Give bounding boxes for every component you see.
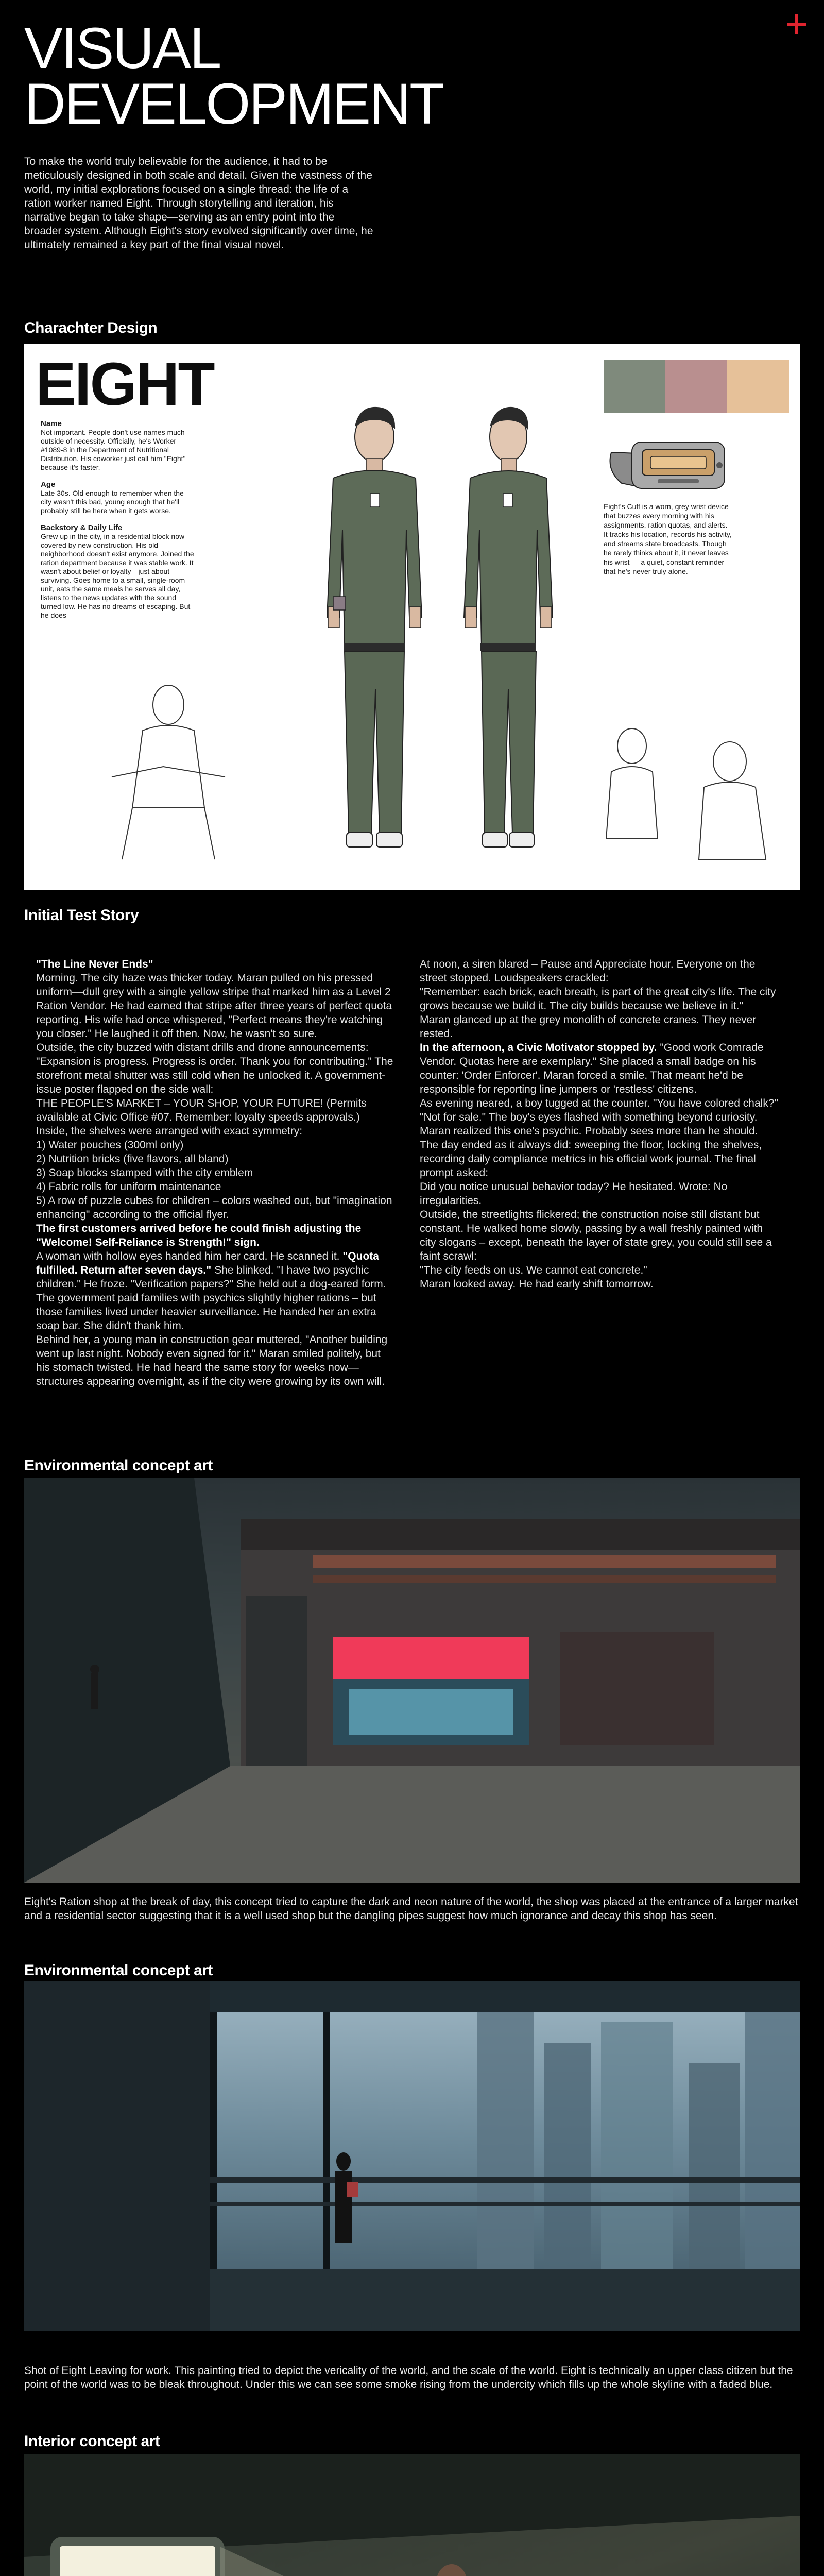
age-label: Age [41, 480, 56, 489]
story-p4: Inside, the shelves were arranged with exact symmetry: [36, 1125, 303, 1137]
ration-shop-painting [24, 1478, 800, 1883]
caption-env2: Shot of Eight Leaving for work. This painting tried to depict the vericality of the world, and the scale of the world. Eight is technically an upper class citizen but the point of the world was to be bleak throughout. Under this we can see some smoke rising from the undercity which fills up the whole skyline with a faded blue. [24, 2365, 793, 2391]
bedroom-painting [24, 2454, 800, 2576]
story-p9: "Remember: each brick, each breath, is part of the great city's life. The city grows because we build it. The city builds because we believe in it." [420, 986, 776, 1012]
color-swatch-tan [727, 360, 789, 413]
pose-sketch-right [596, 715, 792, 870]
leaving-work-painting [24, 1981, 800, 2331]
story-p12: As evening neared, a boy tugged at the counter. "You have colored chalk?" "Not for sale." The boy's eyes flashed with something beyond curiosity. Maran realized this one's psychic. Probably sees more than he should. [420, 1097, 778, 1137]
story-column-left [36, 957, 397, 1387]
backstory-text: Grew up in the city, in a residential block now covered by new construction. His old neighborhood doesn't exist anymore. Joined the ration department because it was stable work. It wasn't about belief or loyalty—just about surviving. Goes home to a small, single-room unit, eats the same meals he serves all day, listens to the news updates with the sound turned low. He has no dreams of escaping. But he does [41, 532, 194, 619]
age-text: Late 30s. Old enough to remember when the city wasn't this bad, young enough that he'll probably still be here when it gets worse. [41, 489, 184, 515]
character-sheet [24, 344, 800, 890]
story-p6a: A woman with hollow eyes handed him her card. He scanned it. [36, 1250, 340, 1262]
page-title: VISUAL DEVELOPMENT [24, 16, 443, 136]
section-title-story: Initial Test Story [24, 907, 139, 924]
story-list-2: 2) Nutrition bricks (five flavors, all bland) [36, 1153, 229, 1165]
story-title: "The Line Never Ends" [36, 958, 153, 970]
story-p6b: She blinked. "I have two psychic children." He froze. "Verification papers?" She held out a dog-eared form. The government paid families with psychics slightly higher rations – but those families lived under heavier surveillance. He handed her an extra soap bar. She didn't thank him. [36, 1264, 386, 1332]
plus-icon[interactable] [784, 11, 810, 37]
story-p6-bold: "Quota fulfilled. Return after seven days." [36, 1250, 379, 1276]
section-title-env1: Environmental concept art [24, 1457, 213, 1474]
character-name: EIGHT [36, 350, 214, 418]
leaving-work-scene [24, 1981, 800, 2331]
section-title-interior: Interior concept art [24, 2433, 160, 2450]
bedroom-scene [24, 2454, 800, 2576]
caption-env1: Eight's Ration shop at the break of day, this concept tried to capture the dark and neon nature of the world, the shop was placed at the entrance of a larger market and a residential sector suggesting that it is a well used shop but the dangling pipes suggest how much ignorance and decay this shop has seen. [24, 1896, 798, 1922]
intro-text: To make the world truly believable for the audience, it had to be meticulously designed in both scale and detail. Given the vastness of the world, my initial explorations focused on a single thread: the life of a ration worker named Eight. Through storytelling and iteration, his narrative began to take shape—serving as an entry point into the broader system. Although Eight's story evolved significantly over time, he ultimately remained a key part of the final visual novel. [24, 156, 373, 251]
story-p10: Maran glanced up at the grey monolith of concrete cranes. They never rested. [420, 1014, 757, 1040]
device-note: Eight's Cuff is a worn, grey wrist device that buzzes every morning with his assignments, ration quotas, and alerts. It tracks his location, records his activity, and streams state broadcasts. Though he rarely thinks about it, it never leaves his wrist — a quiet, constant reminder that he's never truly alone. [604, 502, 732, 575]
story-p1: Morning. The city haze was thicker today. Maran pulled on his pressed uniform—dull grey with a single yellow stripe that marked him as a Level 2 Ration Vendor. He had earned that stripe after three years of perfect quota reporting. His wife had once whispered, "Perfect means they're watching you closer." He laughed it off then. Now, he wasn't so sure. [36, 972, 392, 1040]
color-swatch-green [604, 360, 665, 413]
ration-shop-scene [24, 1478, 800, 1883]
story-p16: "The city feeds on us. We cannot eat concrete." [420, 1264, 647, 1276]
story-p14: Did you notice unusual behavior today? He hesitated. Wrote: No irregularities. [420, 1181, 728, 1207]
backstory-label: Backstory & Daily Life [41, 523, 123, 532]
story-p3: THE PEOPLE'S MARKET – YOUR SHOP, YOUR FUTURE! (Permits available at Civic Office #07. Remember: loyalty speeds approvals.) [36, 1097, 367, 1123]
name-label: Name [41, 419, 62, 428]
section-title-character: Charachter Design [24, 319, 158, 336]
story-p8: At noon, a siren blared – Pause and Appreciate hour. Everyone on the street stopped. Loudspeakers crackled: [420, 958, 756, 984]
pose-sketch-left [101, 674, 235, 870]
story-p11b: She placed a small badge on his counter: 'Order Enforcer'. Maran forced a smile. That meant he'd be responsible for reporting line jumpers or 'restless' citizens. [420, 1056, 756, 1095]
story-list-4: 4) Fabric rolls for uniform maintenance [36, 1181, 221, 1193]
story-p11a: "Good work Comrade Vendor. Quotas here are exemplary." [420, 1042, 764, 1067]
story-list-5: 5) A row of puzzle cubes for children – colors washed out, but "imagination enhancing" according to the official flyer. [36, 1195, 392, 1221]
story-column-right [420, 957, 780, 1291]
name-text: Not important. People don't use names much outside of necessity. Officially, he's Worker #1089-8 in the Department of Nutritional Distribution. His coworker just call him "Eight" because it's faster. [41, 428, 186, 471]
story-p5: The first customers arrived before he could finish adjusting the "Welcome! Self-Reliance is Strength!" sign. [36, 1223, 362, 1248]
story-list-1: 1) Water pouches (300ml only) [36, 1139, 184, 1151]
story-p17: Maran looked away. He had early shift tomorrow. [420, 1278, 654, 1290]
story-list-3: 3) Soap blocks stamped with the city emblem [36, 1167, 253, 1179]
story-p7: Behind her, a young man in construction gear muttered, "Another building went up last night. Nobody even signed for it." Maran smiled politely, but his stomach twisted. He had heard the same story for weeks now—structures appearing overnight, as if the city were growing by its own will. [36, 1334, 388, 1387]
section-title-env2: Environmental concept art [24, 1962, 213, 1979]
character-notes [41, 419, 195, 620]
story-p13: The day ended as it always did: sweeping the floor, locking the shelves, recording daily compliance metrics in his official work journal. The final prompt asked: [420, 1139, 762, 1179]
character-side-figure [452, 401, 565, 865]
story-p11-bold: In the afternoon, a Civic Motivator stopped by. [420, 1042, 657, 1054]
color-swatch-rose [665, 360, 727, 413]
story-p15: Outside, the streetlights flickered; the construction noise still distant but constant. He walked home slowly, passing by a wall freshly painted with city slogans – except, beneath the layer of state grey, you could still see a faint scrawl: [420, 1209, 772, 1262]
wrist-cuff-illustration [601, 421, 735, 499]
character-front-figure [313, 401, 436, 865]
story-p2: Outside, the city buzzed with distant drills and drone announcements: "Expansion is progress. Progress is order. Thank you for contributing." The storefront metal shutter was still cold when he unlocked it. A government-issue poster flapped on the side wall: [36, 1042, 393, 1095]
